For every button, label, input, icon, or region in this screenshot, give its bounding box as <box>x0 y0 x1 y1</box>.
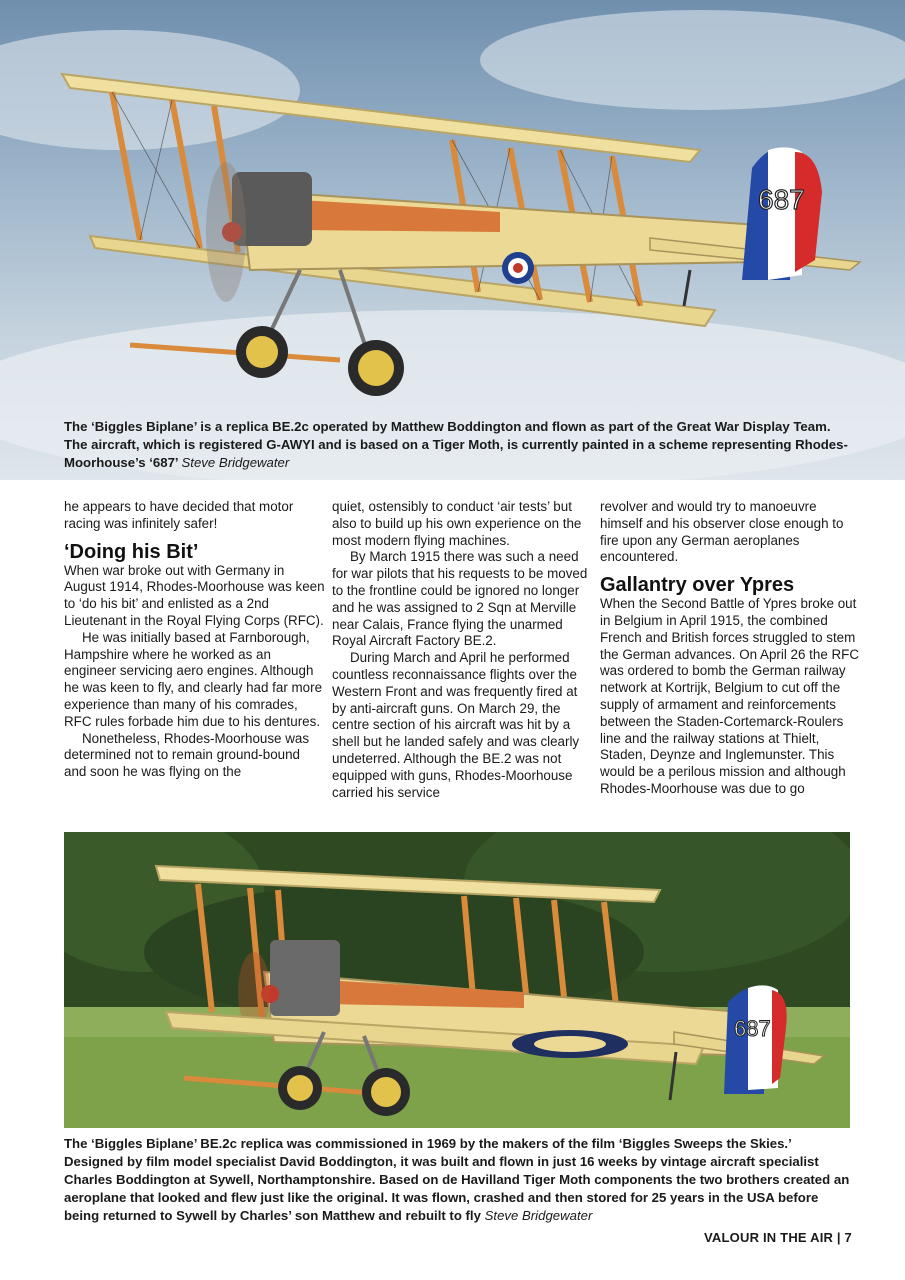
top-photo-caption <box>64 418 854 472</box>
paragraph: By March 1915 there was such a need for war pilots that his requests to be moved to the frontline could be ignored no longer and he was assigned to 2 Sqn at Merville near Calais, France flying the unarmed Royal Aircraft Factory BE.2. <box>332 549 588 649</box>
top-caption-text: The ‘Biggles Biplane’ is a replica BE.2c operated by Matthew Boddington and flown as part of the Great War Display Team. The aircraft, which is registered G-AWYI and is based on a Tiger Moth, is currently painted in a scheme representing Rhodes-Moorhouse’s ‘687’ <box>64 419 848 470</box>
bottom-photo <box>64 832 850 1128</box>
bottom-caption-text: The ‘Biggles Biplane’ BE.2c replica was commissioned in 1969 by the makers of the film ‘Biggles Sweeps the Skies.’ Designed by film model specialist David Boddington, it was built and flown in just 16 weeks by vintage aircraft specialist Charles Boddington at Sywell, Northamptonshire. Based on de Havilland Tiger Moth components the two brothers created an aeroplane that looked and flew just like the original. It was flown, crashed and then stored for 25 years in the USA before being returned to Sywell by Charles’ son Matthew and rebuilt to fly <box>64 1136 850 1223</box>
bottom-photo-caption <box>64 1135 854 1225</box>
page-folio: VALOUR IN THE AIR | 7 <box>704 1230 852 1245</box>
top-photo <box>0 0 905 480</box>
body-column-2 <box>332 499 594 801</box>
paragraph: During March and April he performed countless reconnaissance flights over the Western Front and was frequently fired at by anti-aircraft guns. On March 29, the centre section of his aircraft was hit by a shell but he landed safely and was clearly undeterred. Although the BE.2 was not equipped with guns, Rhodes-Moorhouse carried his service <box>332 650 580 800</box>
paragraph: Nonetheless, Rhodes-Moorhouse was determined not to remain ground-bound and soon he was flying on the <box>64 730 310 780</box>
section-heading-gallantry-over-ypres: Gallantry over Ypres <box>600 574 795 597</box>
bottom-rudder-number: 687 <box>734 1016 771 1041</box>
paragraph: quiet, ostensibly to conduct ‘air tests’ but also to build up his own experience on the most modern flying machines. <box>332 499 582 548</box>
paragraph: revolver and would try to manoeuvre himself and his observer close enough to fire upon any German aeroplanes encountered. <box>600 499 844 565</box>
bottom-caption-credit: Steve Bridgewater <box>484 1208 593 1223</box>
top-rudder-number: 687 <box>758 184 805 215</box>
biplane-in-flight-image <box>0 0 905 480</box>
paragraph: When the Second Battle of Ypres broke out in Belgium in April 1915, the combined French and British forces struggled to stem the German advances. On April 26 the RFC was ordered to bomb the German railway network at Kortrijk, Belgium to cut off the supply of armament and reinforcements between the Staden-Cortemarck-Roulers line and the railway stations at Thielt, Staden, Deynze and Inglemunster. This would be a perilous mission and although Rhodes-Moorhouse was due to go <box>600 596 860 796</box>
body-column-1 <box>64 499 326 781</box>
section-heading-doing-his-bit: ‘Doing his Bit’ <box>64 540 199 563</box>
body-column-3 <box>600 499 862 798</box>
biplane-on-grass-image <box>64 832 850 1128</box>
paragraph: When war broke out with Germany in August 1914, Rhodes-Moorhouse was keen to ‘do his bit’ and enlisted as a 2nd Lieutenant in the Royal Flying Corps (RFC). <box>64 562 325 628</box>
paragraph: He was initially based at Farnborough, Hampshire where he worked as an engineer servicing aero engines. Although he was keen to fly, and clearly had far more experience than many of his comrades, RFC rules forbade him due to his dentures. <box>64 629 323 729</box>
paragraph: he appears to have decided that motor racing was infinitely safer! <box>64 499 294 531</box>
top-caption-credit: Steve Bridgewater <box>181 455 290 470</box>
